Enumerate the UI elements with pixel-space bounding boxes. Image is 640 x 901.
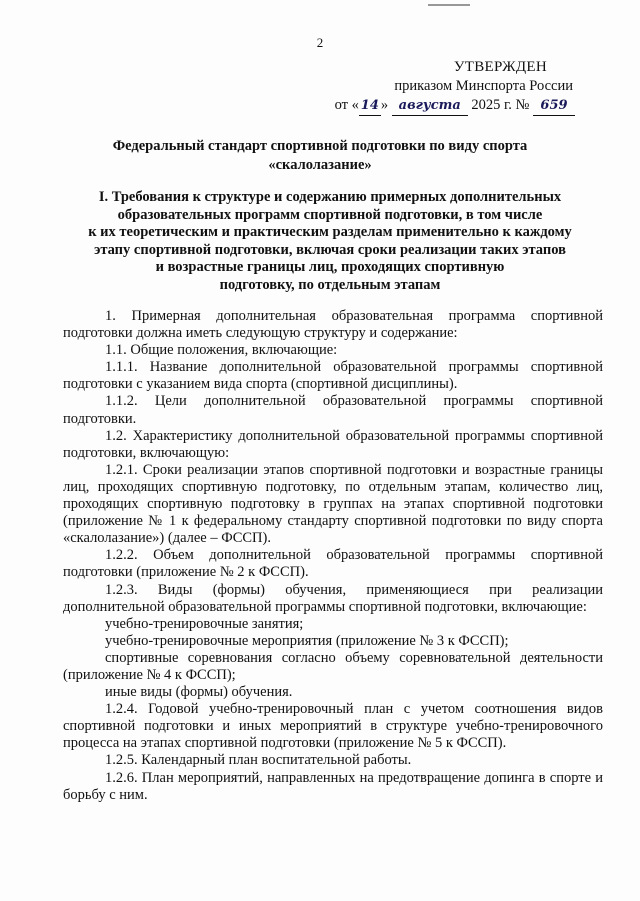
handwritten-month: августа xyxy=(392,96,468,116)
section-heading-line: I. Требования к структуре и содержанию примерных дополнительных xyxy=(98,189,562,205)
paragraph: 1.2.4. Годовой учебно-тренировочный план с учетом соотношения видов спортивной подготовки и иных мероприятий в структуре учебно-тренировочного процесса на этапах спортивной подготовки (приложение № 5 к ФССП). xyxy=(63,701,603,752)
document-title xyxy=(0,137,640,175)
paragraph: 1.2.2. Объем дополнительной образовательной программы спортивной подготовки (приложение № 2 к ФССП). xyxy=(63,547,603,581)
body-text xyxy=(63,308,603,804)
date-mid: » xyxy=(380,97,389,113)
approval-date-line xyxy=(315,96,575,116)
paragraph: 1.2.1. Сроки реализации этапов спортивной подготовки и возрастные границы лиц, проходящих спортивную подготовку, по отдельным этапам, количество лиц, проходящих спортивную подготовку в группах на этапах спортивной подготовки (приложение № 1 к федеральному стандарту спортивной подготовки по виду спорта «скалолазание») (далее – ФССП). xyxy=(63,461,603,547)
paragraph: 1.1.2. Цели дополнительной образовательной программы спортивной подготовки. xyxy=(63,393,603,427)
section-heading-line: образовательных программ спортивной подготовки, в том числе xyxy=(117,206,543,223)
paragraph: 1.2.6. План мероприятий, направленных на предотвращение допинга в спорте и борьбу с ним. xyxy=(63,769,603,803)
paragraph: 1.2.5. Календарный план воспитательной работы. xyxy=(105,752,412,769)
list-item: иные виды (формы) обучения. xyxy=(105,684,293,701)
section-heading-line: и возрастные границы лиц, проходящих спортивную xyxy=(155,259,505,275)
paragraph: 1. Примерная дополнительная образовательная программа спортивной подготовки должна иметь следующую структуру и содержание: xyxy=(63,308,603,342)
section-heading-line: подготовку, по отдельным этапам xyxy=(219,276,441,293)
list-item: учебно-тренировочные занятия; xyxy=(105,615,304,632)
handwritten-day: 14 xyxy=(359,96,381,116)
scan-mark xyxy=(428,4,470,6)
title-line: Федеральный стандарт спортивной подготовки по виду спорта xyxy=(112,138,528,154)
list-item: спортивные соревнования согласно объему соревновательной деятельности (приложение № 4 к ФССП); xyxy=(63,649,603,683)
date-prefix: от « xyxy=(334,97,359,113)
section-heading-line: к их теоретическим и практическим разделам применительно к каждому xyxy=(88,224,572,240)
title-line: «скалолазание» xyxy=(268,157,372,173)
approval-heading: УТВЕРЖДЕН xyxy=(453,59,547,75)
paragraph: 1.1. Общие положения, включающие: xyxy=(105,342,338,359)
list-item: учебно-тренировочные мероприятия (приложение № 3 к ФССП); xyxy=(105,632,509,649)
handwritten-order-number: 659 xyxy=(533,96,575,116)
page-number: 2 xyxy=(316,35,324,50)
paragraph: 1.1.1. Название дополнительной образовательной программы спортивной подготовки с указанием вида спорта (спортивной дисциплины). xyxy=(63,359,603,393)
section-heading xyxy=(40,189,620,294)
approval-block xyxy=(315,58,575,116)
year-text: 2025 г. № xyxy=(471,97,530,113)
section-heading-line: этапу спортивной подготовки, включая сроки реализации таких этапов xyxy=(94,241,566,258)
paragraph: 1.2. Характеристику дополнительной образовательной программы спортивной подготовки, включающую: xyxy=(63,427,603,461)
approval-order: приказом Минспорта России xyxy=(394,78,573,94)
paragraph: 1.2.3. Виды (формы) обучения, применяющиеся при реализации дополнительной образовательной программы спортивной подготовки, включающие: xyxy=(63,581,603,615)
